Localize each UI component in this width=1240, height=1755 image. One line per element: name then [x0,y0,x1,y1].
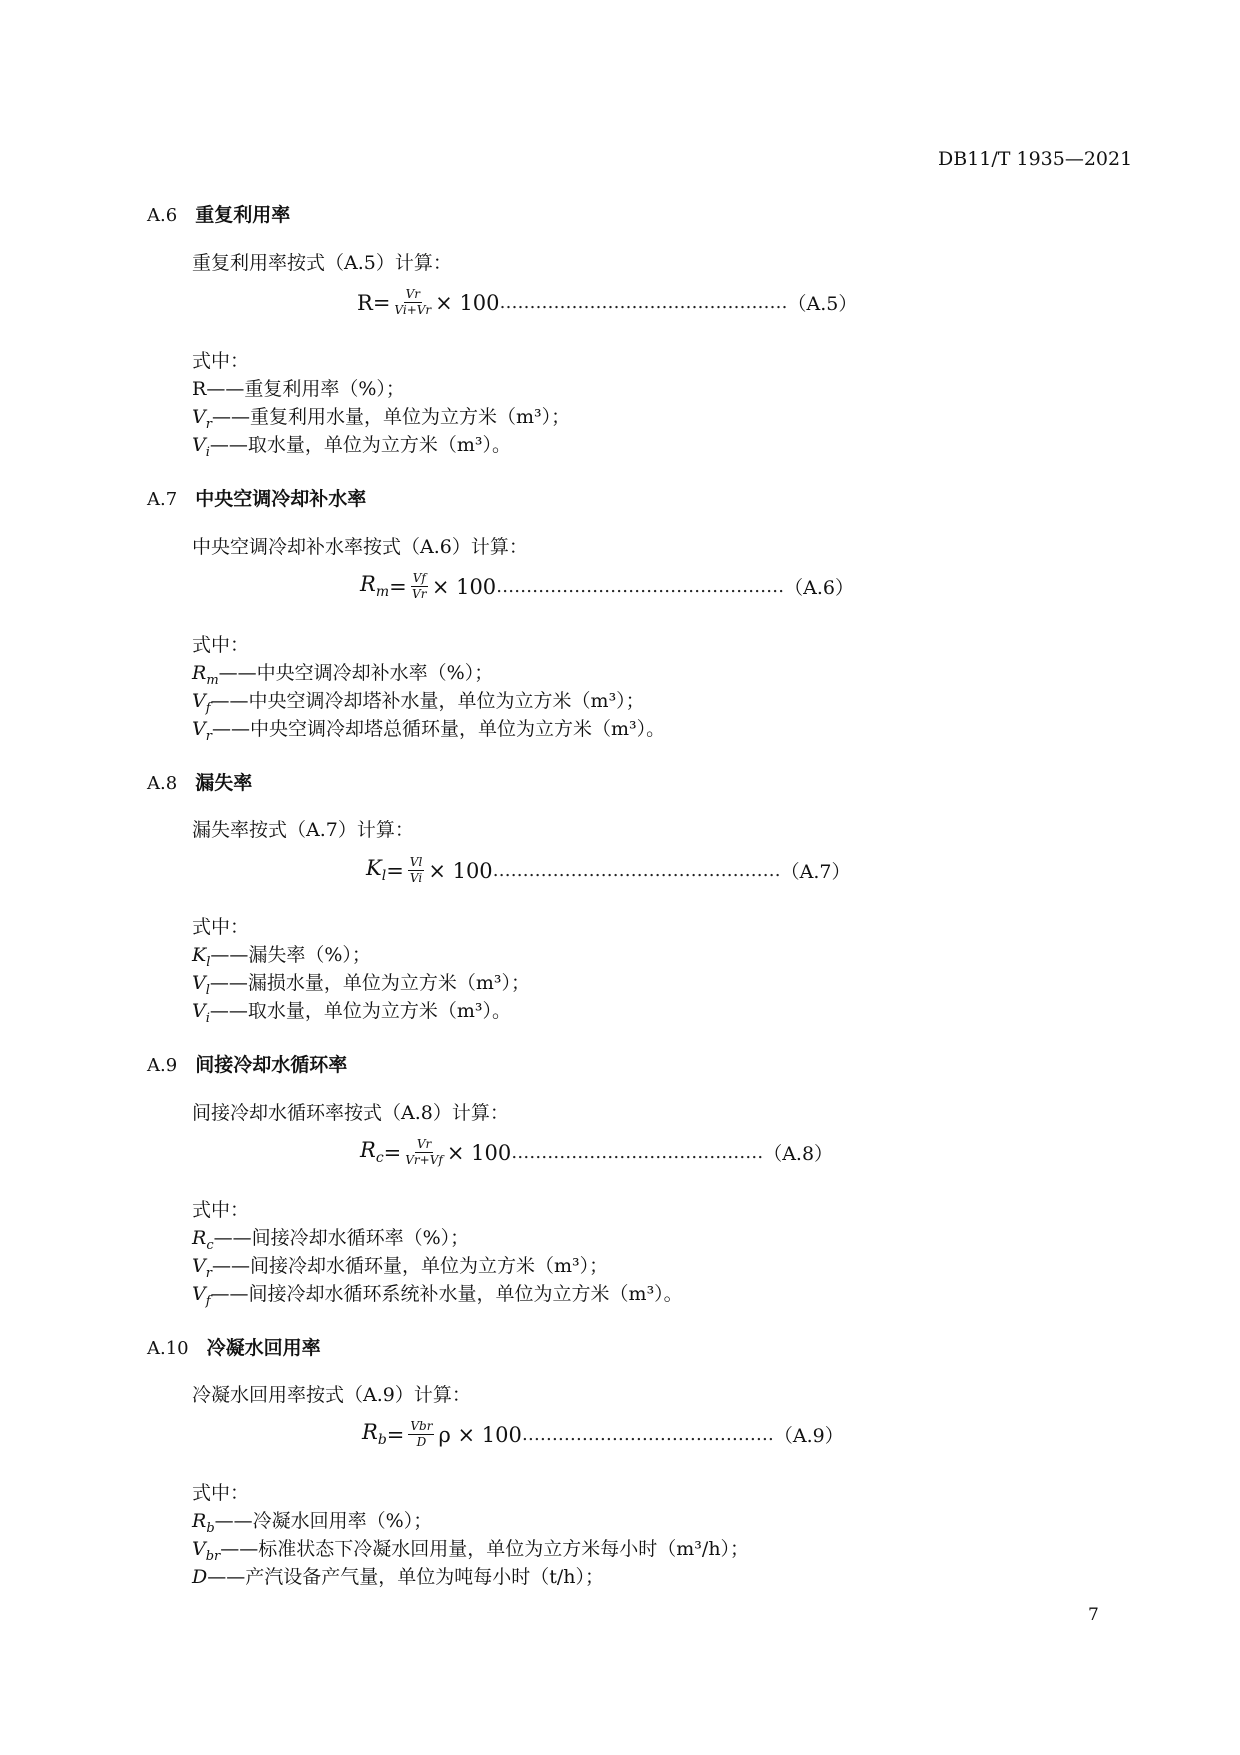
formula-fraction [408,856,425,885]
fraction-numerator: Vf [412,571,426,585]
formula-intro: 冷凝水回用率按式（A.9）计算： [192,1384,471,1406]
section-heading-a10 [147,1333,321,1360]
formula-fraction [394,288,431,317]
section-number: A.10 [147,1338,189,1359]
document-number: DB11/T 1935—2021 [938,148,1133,170]
variable-definition: $R_c——$间接冷却水循环率（%）； [192,1227,470,1253]
section-number: A.7 [147,489,178,510]
variable-definition: $V_i——$取水量，单位为立方米（m³）。 [192,434,512,460]
formula-leader-dots: ………………………………………… [496,576,785,597]
formula-leader-dots: ………………………………………… [499,292,788,313]
fraction-numerator: Vbr [410,1419,433,1433]
formula-tail: × 100 [431,574,497,599]
variable-definition: $V_l——$漏损水量，单位为立方米（m³）； [192,972,531,998]
where-label: 式中： [192,350,250,372]
formula-intro: 重复利用率按式（A.5）计算： [192,252,452,274]
section-title: 中央空调冷却补水率 [195,488,367,510]
formula-tail: × 100 [446,1140,512,1165]
variable-definition: $V_i——$取水量，单位为立方米（m³）。 [192,1000,512,1026]
where-label: 式中： [192,1482,250,1504]
formula-a5 [357,288,857,317]
formula-a7 [366,856,851,885]
formula-equals: = [386,1422,405,1447]
formula-lhs: $R_c$ [360,1138,384,1167]
formula-fraction [408,1420,434,1449]
variable-definition: $V_f——$间接冷却水循环系统补水量，单位为立方米（m³）。 [192,1283,683,1309]
formula-fraction [405,1138,443,1167]
formula-fraction [411,572,428,601]
fraction-numerator: Vr [416,1137,432,1151]
section-number: A.8 [147,773,178,794]
section-heading-a8 [147,768,252,795]
formula-equals: = [372,290,391,315]
equation-number: （A.8） [763,1143,834,1165]
variable-definition: R——重复利用率（%）； [192,378,405,400]
page-number: 7 [1088,1605,1099,1625]
variable-definition: $V_{br}——$标准状态下冷凝水回用量，单位为立方米每小时（m³/h）； [192,1538,750,1564]
fraction-numerator: Vr [405,287,420,301]
fraction-denominator: Vr+Vf [405,1153,443,1167]
formula-leader-dots: …………………………………… [521,1424,774,1445]
variable-definition: $V_r——$间接冷却水循环量，单位为立方米（m³）； [192,1255,609,1281]
formula-intro: 漏失率按式（A.7）计算： [192,819,414,841]
fraction-denominator: Vr [412,587,427,601]
formula-lhs: $R_b$ [362,1420,387,1449]
formula-intro: 间接冷却水循环率按式（A.8）计算： [192,1102,509,1124]
formula-lhs: R [357,290,373,315]
section-heading-a6 [147,200,290,227]
fraction-denominator: Vi+Vr [394,303,432,317]
formula-equals: = [389,574,407,599]
fraction-numerator: Vl [409,855,423,869]
formula-a6 [360,572,854,601]
variable-definition: $V_f——$中央空调冷却塔补水量，单位为立方米（m³）； [192,690,645,716]
fraction-denominator: D [416,1435,427,1449]
variable-definition: $R_b——$冷凝水回用率（%）； [192,1510,433,1536]
section-number: A.6 [147,205,178,226]
formula-equals: = [386,858,404,883]
formula-leader-dots: ………………………………………… [492,860,781,881]
equation-number: （A.9） [773,1425,844,1447]
variable-definition: $V_r——$重复利用水量，单位为立方米（m³）； [192,406,571,432]
equation-number: （A.7） [780,861,851,883]
formula-a9 [362,1420,844,1449]
section-title: 漏失率 [195,772,253,794]
variable-definition: $K_l——$漏失率（%）； [192,944,371,970]
variable-definition: $R_m——$中央空调冷却补水率（%）； [192,662,494,688]
formula-tail: ρ × 100 [438,1422,522,1447]
section-title: 间接冷却水循环率 [195,1054,348,1076]
where-label: 式中： [192,1199,250,1221]
variable-definition: $V_r——$中央空调冷却塔总循环量，单位为立方米（m³）。 [192,718,666,744]
section-heading-a9 [147,1050,347,1077]
section-heading-a7 [147,484,366,511]
formula-intro: 中央空调冷却补水率按式（A.6）计算： [192,536,528,558]
where-label: 式中： [192,916,250,938]
formula-leader-dots: …………………………………… [511,1142,764,1163]
formula-equals: = [383,1140,402,1165]
section-title: 重复利用率 [195,204,291,226]
equation-number: （A.6） [784,577,855,599]
formula-lhs: $R_m$ [360,572,390,601]
fraction-denominator: Vi [409,871,423,885]
formula-lhs: $K_l$ [366,856,387,885]
equation-number: （A.5） [787,293,858,315]
section-number: A.9 [147,1055,178,1076]
section-title: 冷凝水回用率 [206,1337,321,1359]
formula-tail: × 100 [428,858,493,883]
formula-tail: × 100 [435,290,500,315]
where-label: 式中： [192,634,250,656]
formula-a8 [360,1138,833,1167]
variable-definition: D——产汽设备产气量，单位为吨每小时（t/h）； [192,1566,605,1588]
